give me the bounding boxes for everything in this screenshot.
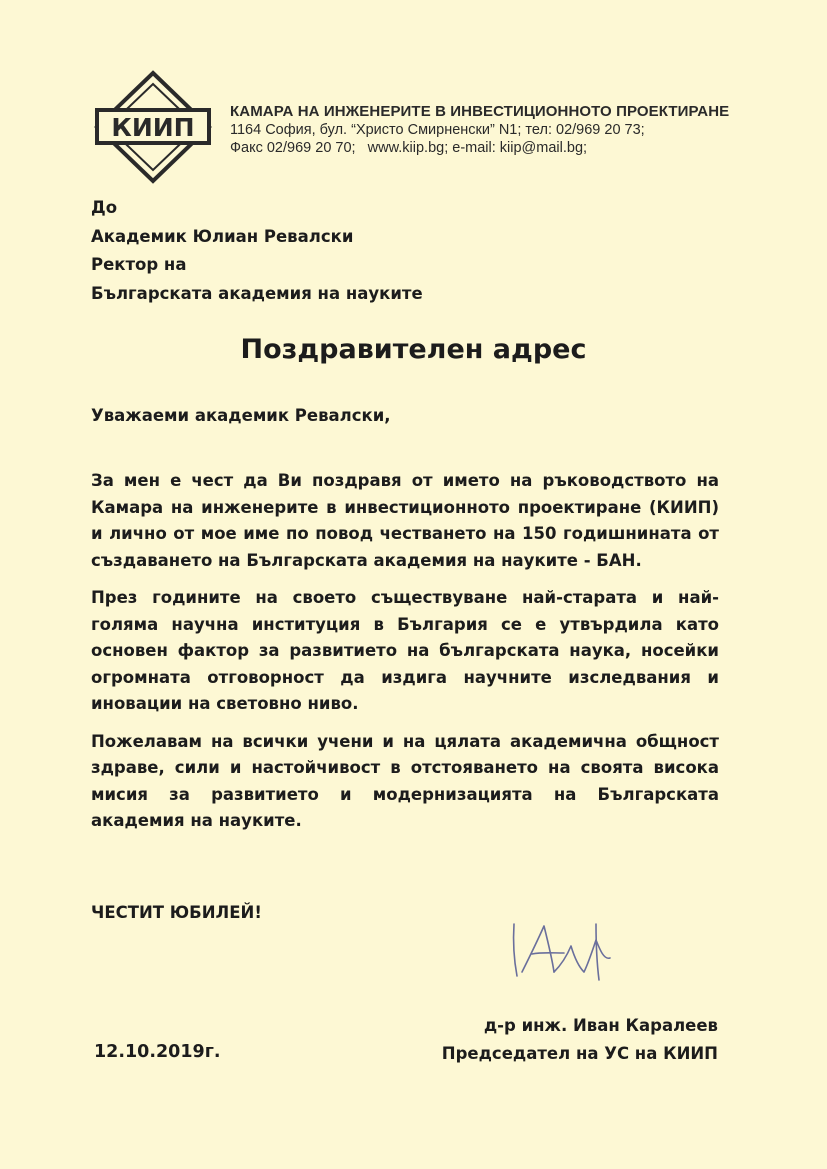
addressee-to: До [91, 198, 118, 217]
kiip-logo [93, 70, 213, 184]
addressee-title: Ректор на [91, 255, 187, 274]
org-address: 1164 София, бул. “Христо Смирненски” N1; тел: 02/969 20 73; [230, 122, 645, 138]
handwritten-signature [508, 920, 618, 982]
letter-body [91, 468, 719, 846]
logo-text: КИИП [111, 113, 195, 142]
letter-title: Поздравителен адрес [240, 334, 587, 365]
addressee-block [91, 194, 423, 308]
org-contacts: Факс 02/969 20 70; www.kiip.bg; e-mail: kiip@mail.bg; [230, 140, 588, 156]
addressee-institution: Българската академия на науките [91, 283, 423, 303]
signer-position: Председател на УС на КИИП [441, 1044, 718, 1063]
org-name: КАМАРА НА ИНЖЕНЕРИТЕ В ИНВЕСТИЦИОННОТО ПРОЕКТИРАНЕ [230, 103, 730, 120]
signer-name: д-р инж. Иван Каралеев [483, 1016, 718, 1035]
addressee-name: Академик Юлиан Ревалски [91, 226, 354, 246]
closing-greeting: ЧЕСТИТ ЮБИЛЕЙ! [91, 903, 262, 922]
paragraph-wishes: Пожелавам на всички учени и на цялата академична общност здраве, сили и настойчивост в отстояването на своята висока мисия за развитието и модернизацията на Българската академия на науките. [91, 731, 719, 830]
letter-date: 12.10.2019г. [94, 1042, 221, 1062]
organization-header [230, 103, 790, 157]
signer-block [420, 1012, 718, 1068]
paragraph-history: През годините на своето съществуване най-старата и най-голяма научна институция в България се е утвърдила като основен фактор за развитието на българската наука, носейки огромната отговорност да издига научните изследвания и иновации на световно ниво. [91, 588, 719, 713]
salutation: Уважаеми академик Ревалски, [91, 406, 391, 425]
paragraph-congratulation: За мен е чест да Ви поздравя от името на ръководството на Камара на инженерите в инвестиционното проектиране (КИИП) и лично от мое име по повод честването на 150 годишнината от създаването на Българската академия на науките - БАН. [91, 471, 719, 570]
